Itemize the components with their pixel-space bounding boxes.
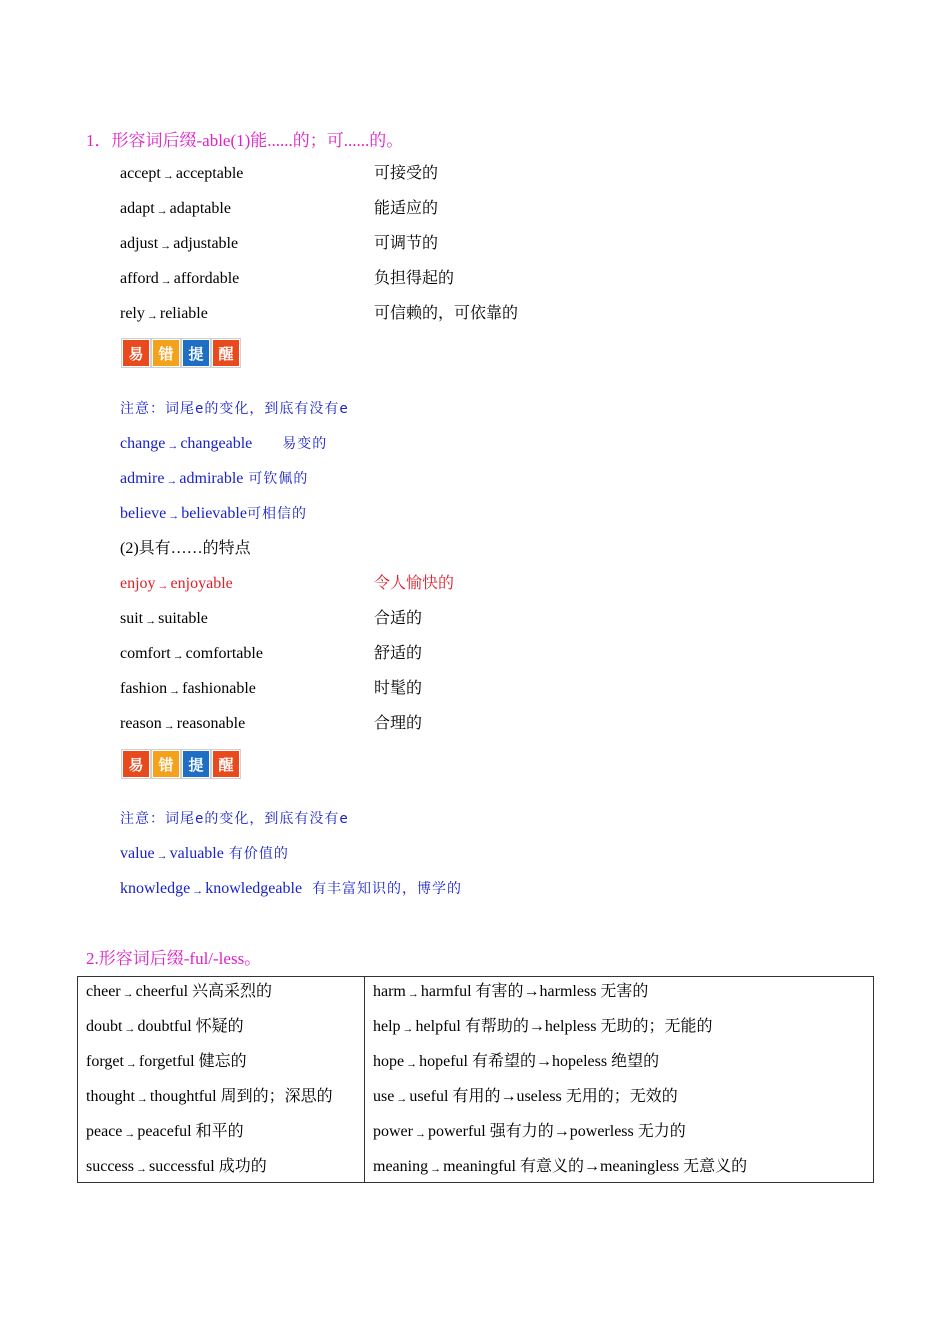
arrow-icon: → [160,275,172,287]
meaning: 可接受的 [374,165,439,182]
meaning: 可相信的 [246,506,307,522]
subheading: (2)具有……的特点 [120,540,251,557]
derived-word: suitable [158,610,208,627]
base-word: reason [120,715,162,732]
arrow-icon: → [169,685,181,697]
negative-word: hopeless [552,1053,608,1070]
base-word: hope [373,1053,405,1070]
base-word: adjust [120,235,159,252]
derived-word: reasonable [176,715,246,732]
meaning: 时髦的 [374,680,423,697]
list-item [373,1047,865,1082]
meaning: 有希望的 [471,1053,536,1070]
negative-meaning: 绝望的 [611,1053,660,1070]
base-word: afford [120,270,159,287]
base-word: doubt [86,1018,123,1035]
arrow-icon: → [407,988,419,1000]
derived-word: comfortable [185,645,263,662]
base-word: suit [120,610,144,627]
derived-word: adjustable [173,235,239,252]
note-text: 注意：词尾e的变化，到底有没有e [120,811,349,827]
arrow-icon: → [156,205,168,217]
table-row [78,977,874,1183]
meaning: 可调节的 [374,235,439,252]
negative-word: powerless [569,1123,634,1140]
arrow-icon: → [124,1128,136,1140]
meaning: 怀疑的 [195,1018,244,1035]
derived-word: meaningful [443,1158,516,1175]
arrow-icon: → [136,1093,148,1105]
base-word: rely [120,305,145,322]
right-column [365,977,874,1183]
left-column [78,977,365,1183]
derived-word: valuable [169,845,224,862]
note-word-row [120,502,307,526]
arrow-icon: → [124,1023,136,1035]
negative-word: useless [516,1088,562,1105]
derived-word: powerful [427,1123,486,1140]
derived-word: affordable [173,270,240,287]
meaning: 能适应的 [374,200,439,217]
list-item [86,1082,356,1117]
base-word: forget [86,1053,124,1070]
meaning: 易变的 [282,436,328,452]
arrow-icon: → [122,988,134,1000]
arrow-icon: → [528,1018,545,1035]
base-word: harm [373,983,406,1000]
meaning: 成功的 [218,1158,267,1175]
meaning: 合适的 [374,610,423,627]
arrow-icon: → [402,1023,414,1035]
base-word: value [120,845,155,862]
derived-word: admirable [179,470,244,487]
badge-char: 错 [152,750,180,778]
derived-word: hopeful [419,1053,468,1070]
meaning: 有帮助的 [464,1018,529,1035]
meaning: 令人愉快的 [374,575,455,592]
badge-char: 提 [182,750,210,778]
base-word: admire [120,470,165,487]
note-word-row [120,842,289,866]
note-word-row [120,877,462,901]
list-item [86,1117,356,1152]
warning-badge-icon [122,339,240,365]
note-word-row [120,432,327,456]
arrow-icon: → [172,650,184,662]
list-item [373,1152,865,1182]
negative-meaning: 无害的 [600,983,649,1000]
derived-word: successful [148,1158,215,1175]
arrow-icon: → [168,510,180,522]
warning-badge-icon [122,750,240,776]
arrow-icon: → [145,615,157,627]
negative-word: meaningless [599,1158,680,1175]
derived-word: thoughtful [149,1088,217,1105]
base-word: peace [86,1123,123,1140]
derived-word: cheerful [135,983,189,1000]
base-word: adapt [120,200,155,217]
meaning: 有意义的 [519,1158,584,1175]
base-word: meaning [373,1158,429,1175]
base-word: power [373,1123,413,1140]
arrow-icon: → [500,1088,517,1105]
arrow-icon: → [414,1128,426,1140]
arrow-icon: → [583,1158,600,1175]
arrow-icon: → [167,440,179,452]
derived-word: harmful [420,983,472,1000]
list-item [373,1117,865,1152]
arrow-icon: → [192,885,204,897]
note-text: 注意：词尾e的变化，到底有没有e [120,401,349,417]
base-word: cheer [86,983,121,1000]
derived-word: acceptable [175,165,244,182]
badge-char: 易 [122,750,150,778]
negative-meaning: 无用的；无效的 [565,1088,678,1105]
derived-word: helpful [415,1018,461,1035]
arrow-icon: → [536,1053,552,1070]
arrow-icon: → [162,170,174,182]
arrow-icon: → [146,310,158,322]
meaning: 有害的 [475,983,524,1000]
arrow-icon: → [156,850,168,862]
derived-word: adaptable [169,200,231,217]
arrow-icon: → [125,1058,137,1070]
derived-word: fashionable [182,680,256,697]
derived-word: forgetful [138,1053,195,1070]
base-word: fashion [120,680,168,697]
base-word: comfort [120,645,171,662]
arrow-icon: → [523,983,540,1000]
arrow-icon: → [396,1093,408,1105]
negative-meaning: 无力的 [637,1123,686,1140]
badge-char: 易 [122,339,150,367]
section-2-heading: 2.形容词后缀-ful/-less。 [86,949,262,968]
list-item [373,1012,865,1047]
derived-word: useful [409,1088,449,1105]
section-1-heading: 1．形容词后缀-able(1)能......的；可......的。 [86,131,404,150]
base-word: believe [120,505,167,522]
meaning: 周到的；深思的 [220,1088,333,1105]
derived-word: doubtful [137,1018,192,1035]
arrow-icon: → [160,240,172,252]
arrow-icon: → [135,1163,147,1175]
badge-char: 提 [182,339,210,367]
base-word: enjoy [120,575,156,592]
list-item [86,1152,356,1182]
list-item [86,1012,356,1047]
meaning: 健忘的 [198,1053,247,1070]
base-word: thought [86,1088,135,1105]
badge-char: 醒 [212,750,240,778]
meaning: 有用的 [452,1088,501,1105]
arrow-icon: → [553,1123,570,1140]
meaning: 合理的 [374,715,423,732]
meaning: 和平的 [195,1123,244,1140]
base-word: accept [120,165,161,182]
note-word-row [120,467,308,491]
meaning: 可信赖的，可依靠的 [374,305,519,322]
derived-word: enjoyable [170,575,233,592]
negative-meaning: 无意义的 [683,1158,748,1175]
derived-word: peaceful [137,1123,192,1140]
suffix-table [77,976,874,1183]
arrow-icon: → [166,475,178,487]
derived-word: reliable [159,305,208,322]
meaning: 强有力的 [489,1123,554,1140]
badge-char: 错 [152,339,180,367]
arrow-icon: → [406,1058,418,1070]
meaning: 负担得起的 [374,270,455,287]
negative-meaning: 无助的；无能的 [600,1018,713,1035]
list-item [86,1047,356,1082]
derived-word: believable [181,505,247,522]
meaning: 兴高采烈的 [192,983,273,1000]
derived-word: changeable [180,435,253,452]
badge-char: 醒 [212,339,240,367]
meaning: 舒适的 [374,645,423,662]
arrow-icon: → [430,1163,442,1175]
base-word: help [373,1018,401,1035]
list-item [373,1082,865,1117]
base-word: change [120,435,166,452]
base-word: use [373,1088,395,1105]
arrow-icon: → [163,720,175,732]
derived-word: knowledgeable [205,880,303,897]
arrow-icon: → [157,580,169,592]
base-word: knowledge [120,880,191,897]
list-item [86,977,356,1012]
meaning: 有丰富知识的，博学的 [312,881,463,897]
negative-word: helpless [544,1018,597,1035]
list-item [373,977,865,1012]
base-word: success [86,1158,134,1175]
meaning: 有价值的 [228,846,289,862]
negative-word: harmless [539,983,597,1000]
meaning: 可钦佩的 [248,471,309,487]
